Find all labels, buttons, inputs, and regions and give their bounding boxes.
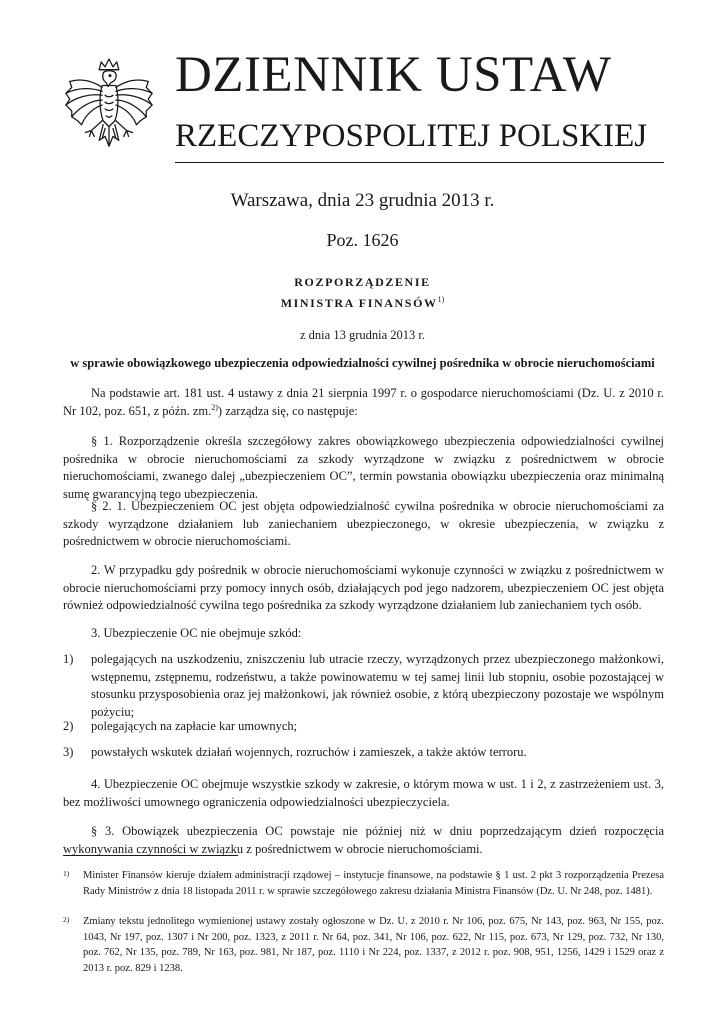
position-number: Poz. 1626 xyxy=(326,230,399,250)
footnote-mark: 2) xyxy=(63,915,70,924)
masthead-subtitle: RZECZYPOSPOLITEJ POLSKIEJ xyxy=(175,118,648,154)
list-item-text: powstałych wskutek działań wojennych, rozruchów i zamieszek, a także aktów terroru. xyxy=(91,745,527,759)
footnote xyxy=(63,868,664,899)
section-2-paragraph-3: 3. Ubezpieczenie OC nie obejmuje szkód: xyxy=(91,626,302,640)
preamble-after: ) zarządza się, co następuje: xyxy=(217,403,358,418)
act-issuer-text: MINISTRA FINANSÓW xyxy=(280,296,438,310)
list-item xyxy=(63,651,664,721)
list-item-number: 1) xyxy=(63,652,74,666)
list-item-number: 3) xyxy=(63,745,74,759)
footnote xyxy=(63,914,664,976)
list-item xyxy=(63,718,664,736)
section-1: § 1. Rozporządzenie określa szczegółowy zakres obowiązkowego ubezpieczenia odpowiedzialności cywilnej pośrednika w obrocie nieruchomościami za szkody wyrządzone w związku z pośrednictwem w obrocie nieruchomościami, zwanego dalej „ubezpieczeniem OC”, termin powstania obowiązku ubezpieczenia oraz minimalną sumę gwarancyjną tego ubezpieczenia. xyxy=(63,434,664,501)
act-subject: w sprawie obowiązkowego ubezpieczenia odpowiedzialności cywilnej pośrednika w obrocie nieruchomościami xyxy=(70,356,655,370)
section-2-paragraph-1: § 2. 1. Ubezpieczeniem OC jest objęta odpowiedzialność cywilna pośrednika w obrocie nieruchomościami za szkody wyrządzone działaniem lub zaniechaniem ubezpieczonego, w okresie ubezpieczenia, w związku z pośrednictwem w obrocie nieruchomościami. xyxy=(63,499,664,548)
footnote-text: Minister Finansów kieruje działem administracji rządowej – instytucje finansowe, na podstawie § 1 ust. 2 pkt 3 rozporządzenia Prezesa Rady Ministrów z dnia 18 listopada 2011 r. w sprawie szczegółowego zakresu działania Ministra Finansów (Dz. U. Nr 248, poz. 1481). xyxy=(83,870,664,897)
act-issuer xyxy=(0,295,725,311)
footnote-mark: 1) xyxy=(63,869,70,878)
issue-date: Warszawa, dnia 23 grudnia 2013 r. xyxy=(230,190,495,211)
section-2-paragraph-2: 2. W przypadku gdy pośrednik w obrocie nieruchomościami wykonuje czynności w związku z pośrednictwem w obrocie nieruchomościami przy pomocy innych osób, działających pod jego nadzorem, ubezpieczeniem OC jest objęta również odpowiedzialność cywilna tego pośrednika za szkody wyrządzone działaniem lub zaniechaniem tych osób. xyxy=(63,563,664,612)
section-2-paragraph-4: 4. Ubezpieczenie OC obejmuje wszystkie szkody w zakresie, o którym mowa w ust. 1 i 2, z zastrzeżeniem ust. 3, bez możliwości umownego ograniczenia odpowiedzialności ubezpieczyciela. xyxy=(63,777,664,809)
list-item xyxy=(63,744,664,762)
preamble-before: Na podstawie art. 181 ust. 4 ustawy z dnia 21 sierpnia 1997 r. o gospodarce nieruchomościami (Dz. U. z 2010 r. Nr 102, poz. 651, z późn. zm. xyxy=(63,386,664,418)
eagle-emblem-icon xyxy=(60,56,158,160)
act-date: z dnia 13 grudnia 2013 r. xyxy=(300,328,425,342)
masthead-rule xyxy=(175,162,664,163)
list-item-number: 2) xyxy=(63,719,74,733)
section-3: § 3. Obowiązek ubezpieczenia OC powstaje nie później niż w dniu poprzedzającym dzień rozpoczęcia wykonywania czynności w związku z pośrednictwem w obrocie nieruchomościami. xyxy=(63,824,664,856)
masthead-title: DZIENNIK USTAW xyxy=(175,47,612,103)
footnote-text: Zmiany tekstu jednolitego wymienionej ustawy zostały ogłoszone w Dz. U. z 2010 r. Nr 106, poz. 675, Nr 143, poz. 963, Nr 155, poz. 1043, Nr 197, poz. 1307 i Nr 200, poz. 1323, z 2011 r. Nr 64, poz. 341, Nr 106, poz. 622, Nr 115, poz. 673, Nr 129, poz. 732, Nr 130, poz. 762, Nr 135, poz. 789, Nr 163, poz. 981, Nr 187, poz. 1110 i Nr 224, poz. 1337, z 2012 r. poz. 908, 951, 1256, 1429 i 1529 oraz z 2013 r. poz. 829 i 1238. xyxy=(83,916,664,974)
act-type: ROZPORZĄDZENIE xyxy=(294,275,431,289)
footnote-separator xyxy=(63,855,238,856)
list-item-text: polegających na zapłacie kar umownych; xyxy=(91,719,298,733)
preamble xyxy=(63,385,664,420)
footnote-ref-1: 1) xyxy=(437,295,445,304)
list-item-text: polegających na uszkodzeniu, zniszczeniu lub utracie rzeczy, wyrządzonych przez ubezpieczonego małżonkowi, wstępnemu, zstępnemu, rodzeństwu, a także powinowatemu w tej samej linii lub stopniu, osobie pozostającej w stosunku przysposobienia oraz jej małżonkowi, jak również osobie, z którą ubezpieczony pozostaje we wspólnym pożyciu; xyxy=(91,652,664,719)
footnote-ref-2: 2) xyxy=(211,402,218,412)
